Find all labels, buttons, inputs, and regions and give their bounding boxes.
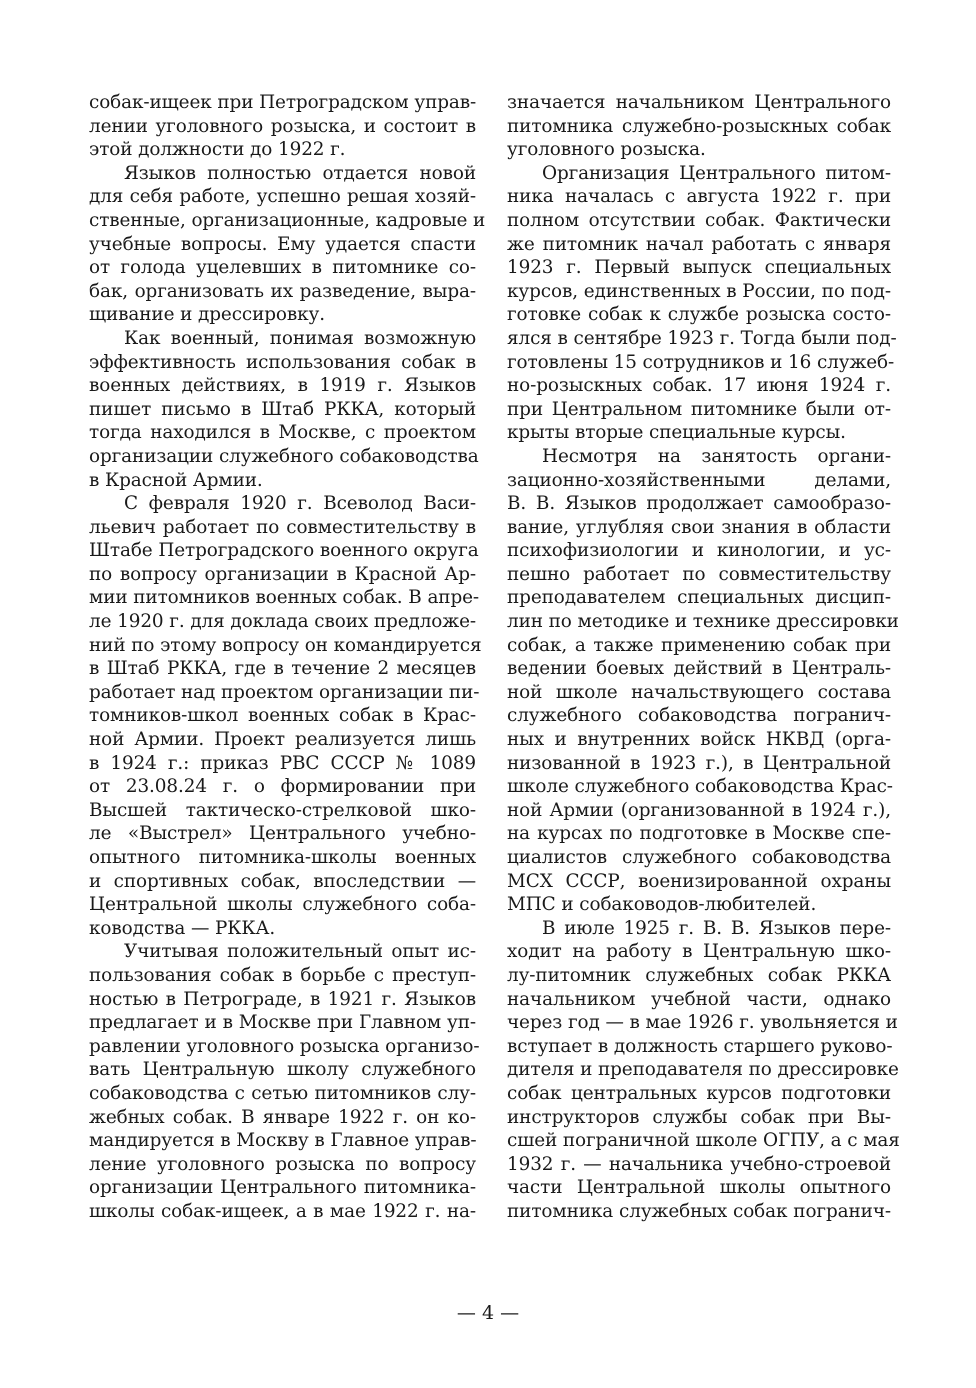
text-line: готовке собак к службе розыска состо-	[507, 304, 891, 326]
text-line: В июле 1925 г. В. В. Языков пере-	[542, 917, 891, 939]
text-line: питомника служебных собак погранич-	[507, 1200, 891, 1222]
text-line: ялся в сентябре 1923 г. Тогда были под-	[507, 327, 897, 349]
text-line: части Центральной школы опытного	[507, 1177, 891, 1199]
right-text-column	[507, 91, 900, 1224]
text-line: Языков полностью отдается новой	[124, 162, 476, 184]
text-line: опытного питомника-школы военных	[89, 847, 476, 868]
text-line: при Центральном питомнике были от-	[507, 398, 891, 420]
left-text-column	[89, 91, 486, 1224]
text-line: для себя работе, успешно решая хозяй-	[89, 186, 476, 208]
text-line: Штабе Петроградского военного округа	[89, 540, 479, 562]
text-line: готовлены 15 сотрудников и 16 служеб-	[507, 351, 895, 373]
text-line: уголовного розыска.	[507, 139, 706, 161]
text-line: С февраля 1920 г. Всеволод Васи-	[124, 493, 476, 515]
text-line: щивание и дрессировку.	[89, 304, 326, 326]
text-line: собак центральных курсов подготовки	[507, 1082, 891, 1104]
text-line: и спортивных собак, впоследствии —	[89, 870, 476, 892]
text-line: В. В. Языков продолжает самообразо-	[507, 493, 891, 515]
text-line: льевич работает по совместительству в	[89, 516, 476, 538]
text-line: но-розыскных собак. 17 июня 1924 г.	[507, 375, 891, 397]
text-line: Центральной школы служебного соба-	[89, 894, 476, 916]
text-line: тогда находился в Москве, с проектом	[89, 422, 476, 444]
text-line: же питомник начал работать с января	[507, 233, 891, 255]
text-line: ний по этому вопросу он командируется	[89, 634, 482, 656]
text-line: МСХ СССР, военизированной охраны	[507, 870, 891, 892]
text-line: ственные, организационные, кадровые и	[89, 209, 486, 231]
text-line: ника началась с августа 1922 г. при	[507, 186, 891, 208]
text-line: ной школе начальствующего состава	[507, 681, 891, 703]
text-line: ной Армии. Проект реализуется лишь	[89, 729, 476, 751]
text-line: ной Армии (организованной в 1924 г.),	[507, 799, 891, 821]
text-line: 1923 г. Первый выпуск специальных	[507, 257, 891, 279]
text-line: от голода уцелевших в питомнике со-	[89, 257, 476, 279]
text-line: мандируется в Москву в Главное управ-	[89, 1130, 477, 1152]
text-line: Как военный, понимая возможную	[124, 327, 476, 349]
text-line: ведении боевых действий в Централь-	[507, 658, 891, 680]
text-line: мии питомников военных собак. В апре-	[89, 587, 480, 609]
text-line: МПС и собаководов-любителей.	[507, 894, 817, 916]
text-line: учебные вопросы. Ему удается спасти	[89, 233, 476, 255]
text-line: преподавателем специальных дисцип-	[507, 587, 891, 609]
text-line: лу-питомник служебных собак РККА	[507, 964, 891, 986]
text-line: зационно-хозяйственными делами,	[507, 469, 891, 491]
text-line: значается начальником Центрального	[507, 92, 891, 113]
text-line: равлении уголовного розыска организо-	[89, 1035, 480, 1057]
text-line: ных и внутренних войск НКВД (орга-	[507, 729, 891, 751]
page-number: — 4 —	[456, 1302, 520, 1324]
text-line: ле 1920 г. для доклада своих предложе-	[89, 611, 476, 633]
text-line: предлагает и в Москве при Главном уп-	[89, 1012, 476, 1034]
text-line: ководства — РККА.	[89, 917, 276, 939]
text-line: в Штаб РККА, где в течение 2 месяцев	[89, 658, 476, 680]
text-line: школы собак-ищеек, а в мае 1922 г. на-	[89, 1200, 476, 1222]
text-line: ле «Выстрел» Центрального учебно-	[89, 823, 476, 845]
text-line: ностью в Петрограде, в 1921 г. Языков	[89, 988, 476, 1010]
text-line: этой должности до 1922 г.	[89, 139, 346, 161]
text-line: пишет письмо в Штаб РККА, который	[89, 398, 476, 420]
text-line: по вопросу организации в Красной Ар-	[89, 563, 476, 585]
text-line: жебных собак. В январе 1922 г. он ко-	[89, 1106, 476, 1128]
text-line: сшей пограничной школе ОГПУ, а с мая	[507, 1130, 900, 1152]
text-line: циалистов служебного собаководства	[507, 847, 891, 868]
text-line: вать Центральную школу служебного	[89, 1059, 476, 1081]
text-line: томников-школ военных собак в Крас-	[89, 705, 476, 727]
text-line: военных действиях, в 1919 г. Языков	[89, 375, 476, 397]
text-line: работает над проектом организации пи-	[89, 681, 480, 703]
text-line: в 1924 г.: приказ РВС СССР № 1089	[89, 752, 476, 774]
text-line: Высшей тактическо-стрелковой шко-	[89, 799, 476, 821]
text-line: начальником учебной части, однако	[507, 988, 891, 1010]
text-line: курсов, единственных в России, по под-	[507, 280, 892, 302]
text-line: собак-ищеек при Петроградском управ-	[89, 92, 477, 113]
text-line: крыты вторые специальные курсы.	[507, 422, 846, 444]
text-line: полном отсутствии собак. Фактически	[507, 209, 891, 231]
text-line: служебного собаководства погранич-	[507, 705, 891, 727]
text-line: организации Центрального питомника-	[89, 1177, 476, 1199]
text-line: дителя и преподавателя по дрессировке	[507, 1059, 899, 1081]
text-line: низованной в 1923 г.), в Центральной	[507, 752, 891, 774]
text-line: пешно работает по совместительству	[507, 563, 891, 585]
text-line: эффективность использования собак в	[89, 351, 476, 373]
text-line: школе служебного собаководства Крас-	[507, 776, 893, 798]
text-line: пользования собак в борьбе с преступ-	[89, 964, 476, 986]
text-line: ходит на работу в Центральную шко-	[507, 941, 891, 963]
text-line: Учитывая положительный опыт ис-	[124, 941, 476, 963]
text-line: вступает в должность старшего руково-	[507, 1035, 893, 1057]
text-line: лении уголовного розыска, и состоит в	[89, 115, 476, 137]
text-line: через год — в мае 1926 г. увольняется и	[507, 1012, 898, 1034]
text-line: Несмотря на занятость органи-	[542, 445, 891, 467]
text-line: инструкторов службы собак при Вы-	[507, 1106, 891, 1128]
text-line: ление уголовного розыска по вопросу	[89, 1153, 476, 1175]
text-line: вание, углубляя свои знания в области	[507, 516, 891, 538]
text-line: питомника служебно-розыскных собак	[507, 115, 891, 137]
text-line: организации служебного собаководства	[89, 445, 479, 467]
text-line: собак, а также применению собак при	[507, 634, 891, 656]
text-line: лин по методике и технике дрессировки	[507, 611, 899, 633]
text-line: собаководства с сетью питомников слу-	[89, 1082, 476, 1104]
text-line: психофизиологии и кинологии, и ус-	[507, 540, 891, 562]
text-line: бак, организовать их разведение, выра-	[89, 280, 476, 302]
text-line: 1932 г. — начальника учебно-строевой	[507, 1153, 891, 1175]
text-line: Организация Центрального питом-	[542, 162, 891, 184]
text-line: на курсах по подготовке в Москве спе-	[507, 823, 891, 845]
text-line: в Красной Армии.	[89, 469, 263, 491]
text-line: от 23.08.24 г. о формировании при	[89, 776, 476, 798]
